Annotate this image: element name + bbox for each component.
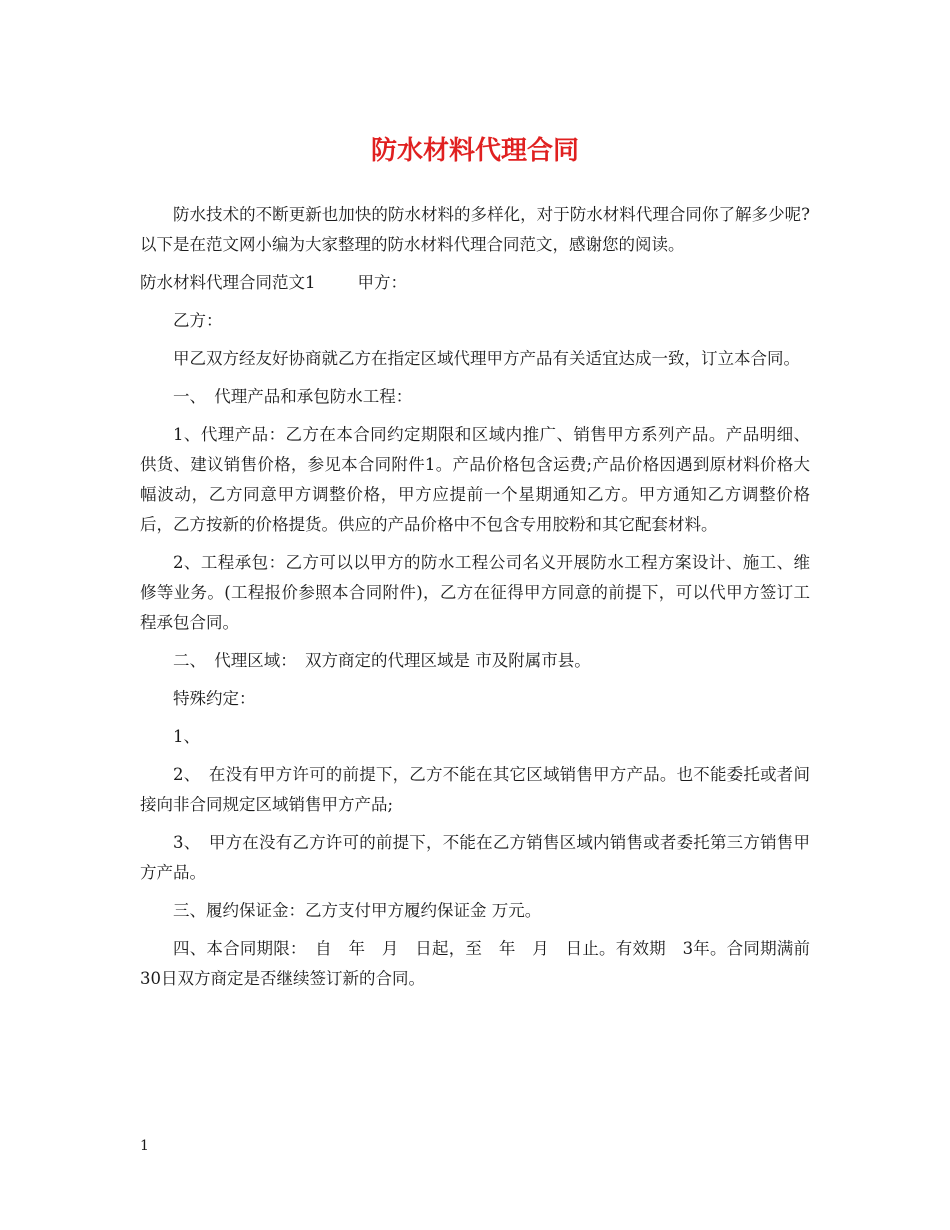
- section-2-heading: 二、 代理区域： 双方商定的代理区域是 市及附属市县。: [173, 651, 591, 670]
- clause-1-1: 1、代理产品：乙方在本合同约定期限和区域内推广、销售甲方系列产品。产品明细、供货、建议销售价格，参见本合同附件1。产品价格包含运费;产品价格因遇到原材料价格大幅波动，乙方同意甲方调整价格，甲方应提前一个星期通知乙方。甲方通知乙方调整价格后，乙方按新的价格提货。供应的产品价格中不包含专用胶粉和其它配套材料。: [140, 425, 810, 534]
- preamble-paragraph: 甲乙双方经友好协商就乙方在指定区域代理甲方产品有关适宜达成一致，订立本合同。: [173, 349, 800, 368]
- document-title: 防水材料代理合同: [370, 136, 579, 166]
- sample-heading: 防水材料代理合同范文1: [140, 273, 316, 292]
- special-term-1: 1、: [173, 727, 200, 746]
- special-terms-label: 特殊约定：: [173, 689, 256, 708]
- section-3-deposit: 三、履约保证金：乙方支付甲方履约保证金 万元。: [173, 901, 542, 920]
- section-4-term: 四、本合同期限： 自 年 月 日起，至 年 月 日止。有效期 3年。合同期满前30日双方商定是否继续签订新的合同。: [140, 939, 810, 988]
- intro-paragraph: 防水技术的不断更新也加快的防水材料的多样化，对于防水材料代理合同你了解多少呢?以下是在范文网小编为大家整理的防水材料代理合同范文，感谢您的阅读。: [140, 205, 810, 254]
- party-b-label: 乙方：: [173, 311, 223, 330]
- section-1-heading: 一、 代理产品和承包防水工程：: [173, 387, 413, 406]
- clause-1-2: 2、工程承包：乙方可以以甲方的防水工程公司名义开展防水工程方案设计、施工、维修等业务。(工程报价参照本合同附件)，乙方在征得甲方同意的前提下，可以代甲方签订工程承包合同。: [140, 553, 810, 632]
- document-body: [140, 200, 810, 1002]
- page-number: 1: [140, 1138, 149, 1154]
- party-a-label: 甲方：: [357, 273, 407, 292]
- special-term-3: 3、 甲方在没有乙方许可的前提下，不能在乙方销售区域内销售或者委托第三方销售甲方产品。: [140, 833, 810, 882]
- special-term-2: 2、 在没有甲方许可的前提下，乙方不能在其它区域销售甲方产品。也不能委托或者间接向非合同规定区域销售甲方产品;: [140, 765, 810, 814]
- sample-heading-line: [140, 268, 810, 298]
